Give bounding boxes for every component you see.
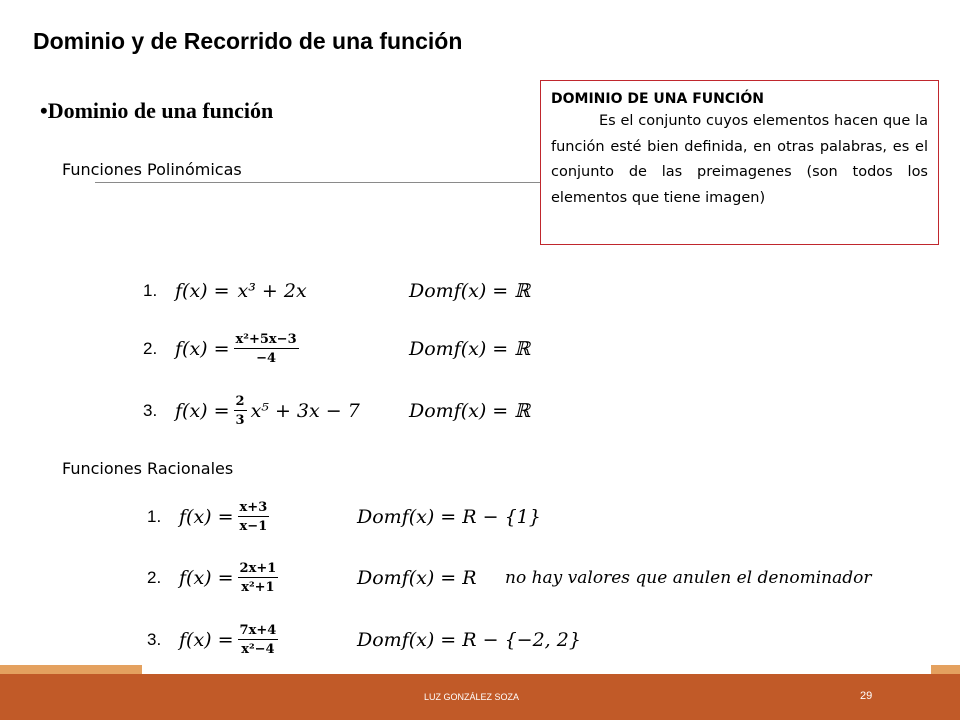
connector-line: [95, 182, 541, 183]
section-label-rational: Funciones Racionales: [62, 459, 234, 478]
slide-subtitle: •Dominio de una función: [40, 98, 274, 123]
definition-body: Es el conjunto cuyos elementos hacen que la función esté bien definida, en otras palabras, es el conjunto de las preimagenes (son todos los elementos que tiene imagen): [551, 113, 928, 206]
fraction-numerator: 2: [235, 394, 245, 409]
fraction-denominator: x−1: [239, 519, 268, 534]
rational-item-3: [147, 617, 937, 663]
function-fraction: [238, 500, 270, 534]
polynomial-item-1: [143, 268, 603, 314]
fraction-numerator: 2x+1: [239, 561, 277, 576]
function-lhs: f(x) =: [179, 506, 234, 528]
page-number: 29: [860, 690, 873, 702]
footer-author: LUZ GONZÁLEZ SOZA: [424, 692, 520, 702]
rational-item-2: [147, 555, 937, 601]
fraction-denominator: 3: [235, 413, 245, 428]
rational-item-1: [147, 494, 937, 540]
domain-result: Domf(x) = R − {−2, 2}: [357, 629, 581, 651]
function-fraction: [234, 332, 299, 366]
item-number: 1.: [147, 507, 162, 526]
fraction-denominator: −4: [256, 351, 277, 366]
function-expression: x³ + 2x: [237, 280, 307, 302]
definition-heading: DOMINIO DE UNA FUNCIÓN: [551, 91, 764, 107]
item-number: 1.: [143, 281, 158, 300]
function-lhs: f(x) =: [175, 280, 230, 302]
polynomial-item-3: [143, 388, 603, 434]
slide-title: Dominio y de Recorrido de una función: [33, 28, 463, 54]
function-fraction: [238, 623, 279, 657]
function-expression: x⁵ + 3x − 7: [250, 400, 360, 422]
function-fraction: [238, 561, 279, 595]
fraction-numerator: x²+5x−3: [235, 332, 297, 347]
fraction-numerator: x+3: [239, 500, 268, 515]
domain-result: Domf(x) = R: [357, 567, 477, 589]
function-lhs: f(x) =: [179, 629, 234, 651]
item-number: 2.: [143, 339, 158, 358]
fraction-numerator: 7x+4: [239, 623, 277, 638]
function-lhs: f(x) =: [175, 338, 230, 360]
footer-accent-left: [0, 665, 142, 674]
section-label-polynomial: Funciones Polinómicas: [62, 160, 242, 179]
definition-box: [540, 80, 939, 245]
fraction-denominator: x²+1: [241, 580, 275, 595]
footer-accent-right: [931, 665, 960, 674]
domain-result: Domf(x) = ℝ: [409, 280, 531, 302]
polynomial-item-2: [143, 326, 603, 372]
item-number: 3.: [147, 630, 162, 649]
function-lhs: f(x) =: [175, 400, 230, 422]
item-number: 3.: [143, 401, 158, 420]
function-fraction: [234, 394, 247, 428]
domain-result: Domf(x) = ℝ: [409, 400, 531, 422]
domain-note: no hay valores que anulen el denominador: [505, 568, 872, 588]
domain-result: Domf(x) = ℝ: [409, 338, 531, 360]
domain-result: Domf(x) = R − {1}: [357, 506, 541, 528]
fraction-denominator: x²−4: [241, 642, 275, 657]
function-lhs: f(x) =: [179, 567, 234, 589]
item-number: 2.: [147, 568, 162, 587]
